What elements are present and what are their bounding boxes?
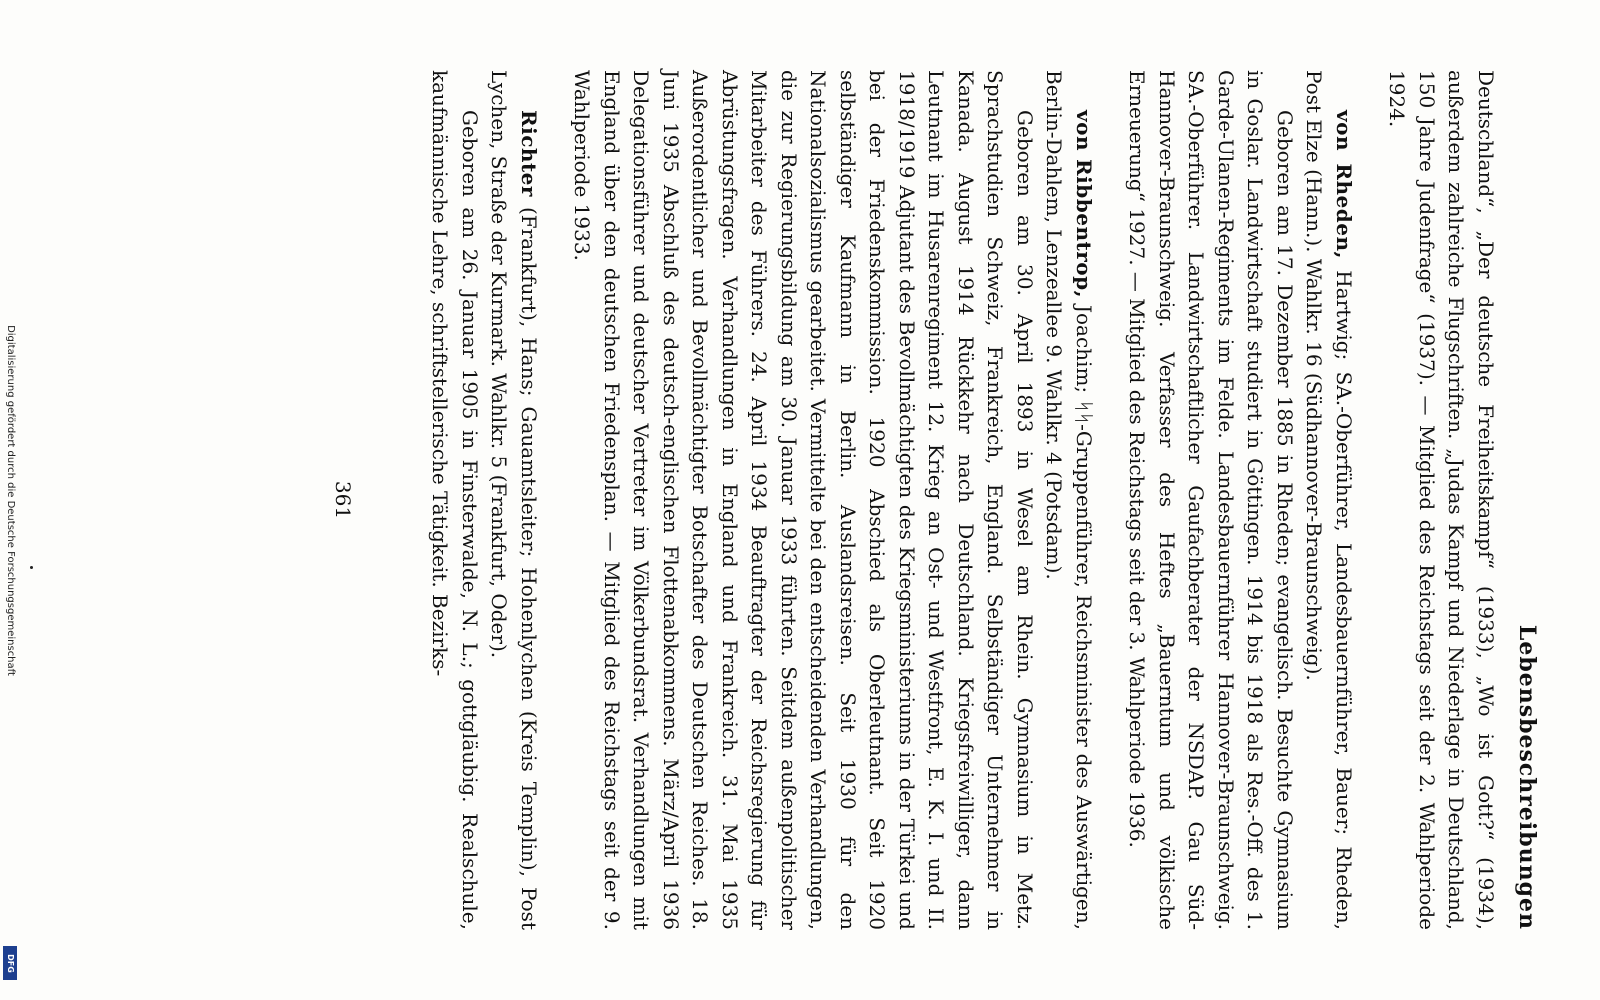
entry-ribbentrop-header (1039, 70, 1098, 930)
entry-name-richter: Richter (517, 110, 541, 197)
page-content (40, 30, 1560, 970)
dfg-logo (3, 946, 17, 980)
entry-name-rheden: von Rheden, (1332, 110, 1356, 259)
entry-rheden-header (1299, 70, 1358, 930)
entry-bio-richter: Geboren am 26. Januar 1905 in Finsterwalde, N. L.; gottgläubig. Realschule, kaufmännische Lehre, schriftstellerische Tätigkeit. Bezirks- (428, 70, 482, 930)
running-head: Lebensbeschreibungen (1514, 624, 1540, 930)
scan-speck (30, 566, 33, 569)
entry-richter-header (484, 70, 543, 930)
credit-text: Digitalisierung gefördert durch die Deutsche Forschungsgemeinschaft (4, 324, 16, 676)
entry-name-ribbentrop: von Ribbentrop, (1072, 110, 1096, 299)
dfg-logo-text: DFG (5, 953, 15, 973)
entry-bio-rheden: Geboren am 17. Dezember 1885 in Rheden; evangelisch. Besuchte Gymnasium in Goslar. Landwirtschaft studiert in Göttingen. 1914 bis 1918 als Res.-Off. des 1. Garde-Ulanen-Regiments im Felde. Landesbauernführer Hannover-Braunschweig. SA.-Oberführer. Landwirtschaftlicher Gaufachberater der NSDAP. Gau Süd-Hannover-Braunschweig. Verfasser des Heftes „Bauerntum und völkische Erneuerung“ 1927. — Mitglied des Reichstags seit der 3. Wahlperiode 1936. (1125, 70, 1297, 930)
entry-details-richter: (Frankfurt), Hans; Gauamtsleiter; Hohenlychen (Kreis Templin), Post Lychen, Straße der Kurmark. Wahlkr. 5 (Frankfurt, Oder). (487, 70, 541, 930)
digitization-credit (0, 10, 20, 990)
entry-bio-ribbentrop: Geboren am 30. April 1893 in Wesel am Rhein. Gymnasium in Metz. Sprachstudien Schweiz, Frankreich, England. Selbständiger Unternehmer in Kanada. August 1914 Rückkehr nach Deutschland. Kriegsfreiwilliger, dann Leutnant im Husarenregiment 12. Krieg an Ost- und Westfront, E. K. I. und II. 1918/1919 Adjutant des Bevollmächtigten des Kriegsministeriums in der Türkei und bei der Friedenskommission. 1920 Abschied als Oberleutnant. Seit 1920 selbständiger Kaufmann in Berlin. Auslandsreisen. Seit 1930 für den Nationalsozialismus gearbeitet. Vermittelte bei den entscheidenden Verhandlungen, die zur Regierungsbildung am 30. Januar 1933 führten. Seitdem außenpolitischer Mitarbeiter des Führers. 24. April 1934 Beauftragter der Reichsregierung für Abrüstungsfragen. Verhandlungen in England und Frankreich. 31. Mai 1935 Außerordentlicher und Bevollmächtigter Botschafter des Deutschen Reiches. 18. Juni 1935 Abschluß des deutsch-englischen Flottenabkommens. März/April 1936 Delegationsführer und deutscher Vertreter im Völkerbundsrat. Verhandlungen mit England über den deutschen Friedensplan. — Mitglied des Reichstags seit der 9. Wahlperiode 1933. (570, 70, 1037, 930)
paragraph-continuation: Deutschland“, „Der deutsche Freiheitskampf“ (1933), „Wo ist Gott?“ (1934), außerdem zahlreiche Flugschriften. „Judas Kampf und Niederlage in Deutschland, 150 Jahre Judenfrage“ (1937). — Mitglied des Reichstags seit der 2. Wahlperiode 1924. (1385, 70, 1498, 930)
page-number: 361 (331, 480, 355, 520)
entry-details-rheden: Hartwig; SA.-Oberführer, Landesbauernführer, Bauer; Rheden, Post Elze (Hann.). Wahlkr. 16 (Südhannover-Braunschweig). (1302, 70, 1356, 930)
entry-details-ribbentrop: Joachim; ᛋᛋ-Gruppenführer, Reichsminister des Auswärtigen, Berlin-Dahlem, Lenzeallee 9. Wahlkr. 4 (Potsdam). (1042, 70, 1096, 931)
